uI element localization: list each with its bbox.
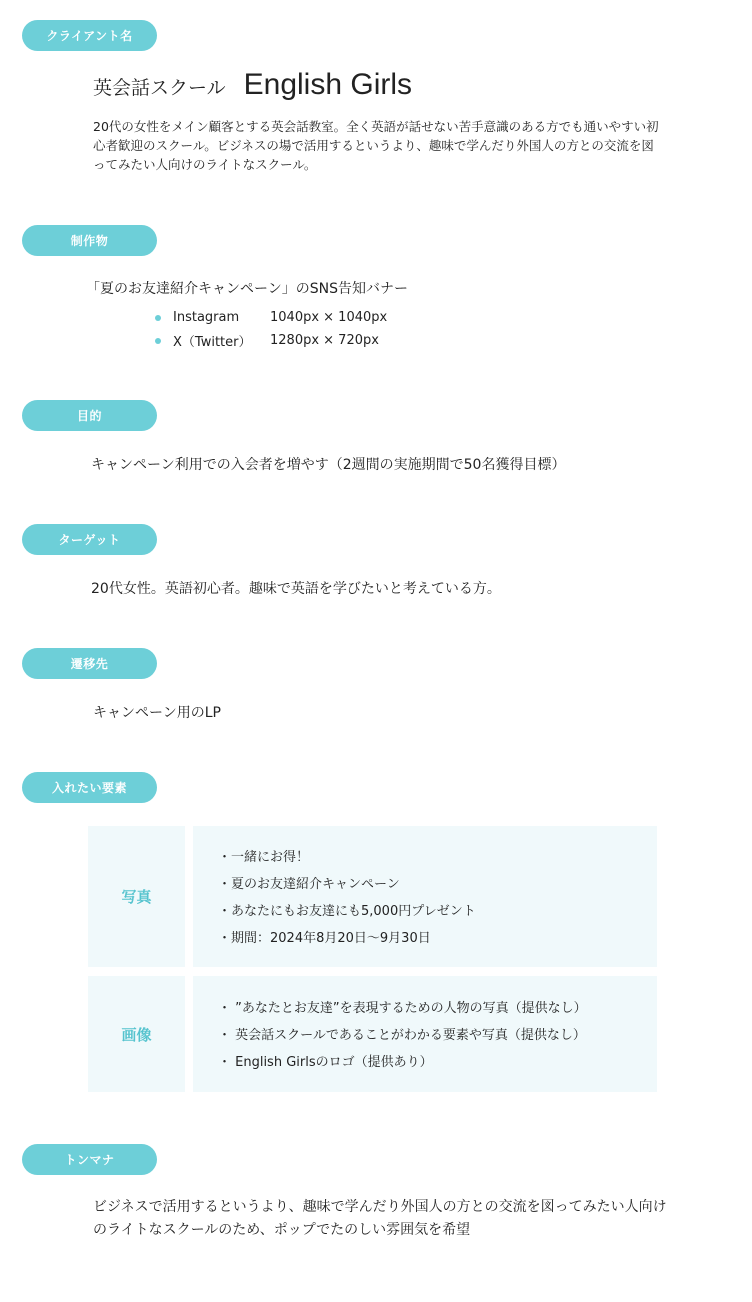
spec-item [155,329,387,352]
client-title [93,68,412,102]
list-item: ・ 英会話スクールであることがわかる要素や写真（提供なし） [218,1028,586,1043]
elements-list [218,995,587,1076]
elements-row-content-photo [193,826,657,967]
section-label-purpose: 目的 [22,400,157,431]
elements-row-label-photo: 写真 [88,826,185,967]
spec-size: 1280px × 720px [270,333,379,348]
spec-name: X（Twitter） [173,335,252,350]
section-label-target: ターゲット [22,524,157,555]
client-name-en: English Girls [243,68,413,101]
section-label-deliverable: 制作物 [22,225,157,256]
section-label-destination: 遷移先 [22,648,157,679]
list-item: ・期間：2024年8月20日〜9月30日 [218,931,431,946]
section-label-elements: 入れたい要素 [22,772,157,803]
target-text: 20代女性。英語初心者。趣味で英語を学びたいと考えている方。 [91,581,501,597]
elements-list [218,844,476,952]
client-name-jp: 英会話スクール [93,77,226,99]
list-item: ・夏のお友達紹介キャンペーン [218,877,400,892]
tone-text: ビジネスで活用するというより、趣味で学んだり外国人の方との交流を図ってみたい人向けのライトなスクールのため、ポップでたのしい雰囲気を希望 [93,1199,667,1238]
section-label-client: クライアント名 [22,20,157,51]
list-item: ・一緒にお得！ [218,850,310,865]
elements-row-content-image [193,976,657,1092]
bullet-dot-icon [155,315,161,321]
purpose-text: キャンペーン利用での入会者を増やす（2週間の実施期間で50名獲得目標） [91,457,566,473]
spec-name: Instagram [173,310,240,325]
deliverable-text: 「夏のお友達紹介キャンペーン」のSNS告知バナー [86,281,408,297]
section-label-tone: トンマナ [22,1144,157,1175]
list-item: ・あなたにもお友達にも5,000円プレゼント [218,904,476,919]
spec-list [155,306,387,352]
elements-row-label-image: 画像 [88,976,185,1092]
list-item: ・ English Girlsのロゴ（提供あり） [218,1055,433,1070]
bullet-dot-icon [155,338,161,344]
list-item: ・ ”あなたとお友達”を表現するための人物の写真（提供なし） [218,1001,587,1016]
spec-size: 1040px × 1040px [270,310,388,325]
client-description: 20代の女性をメイン顧客とする英会話教室。全く英語が話せない苦手意識のある方でも通いやすい初心者歓迎のスクール。ビジネスの場で活用するというより、趣味で学んだり外国人の方との交流を図ってみたい人向けのライトなスクール。 [93,119,659,172]
spec-item [155,306,387,329]
destination-text: キャンペーン用のLP [93,705,221,721]
